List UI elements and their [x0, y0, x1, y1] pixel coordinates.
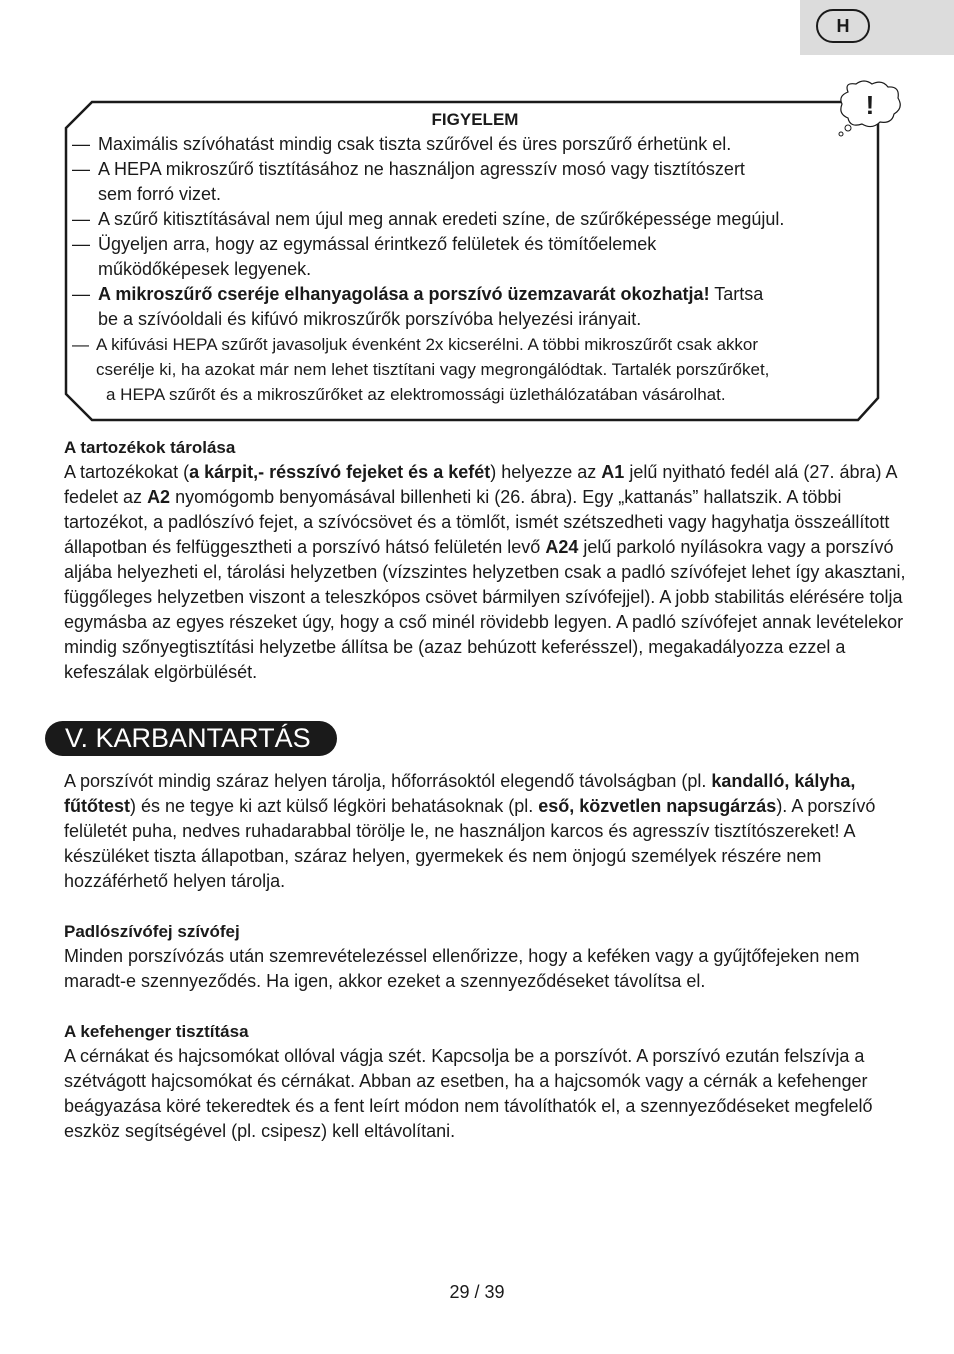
brush-section — [64, 1019, 909, 1144]
brush-heading: A kefehenger tisztítása — [64, 1022, 249, 1041]
storage-paragraph: A tartozékokat (a kárpit,- résszívó fejeket és a kefét) helyezze az A1 jelű nyitható fedél alá (27. ábra) A fedelet az A2 nyomógomb benyomásával billenheti ki (26. ábra). Egy „kattanás” hallatszik. A többi tartozékot, a padlószívó fejet, a szívócsövet és a tömlőt, ismét szétszedheti vagy hagyhatja összeállított állapotban és felfüggesztheti a porszívó hátsó felületén levő A24 jelű parkoló nyílásokra vagy a porszívó aljába helyezheti el, tárolási helyzetben (vízszintes helyzetben csak a padló szívófejet lehet így akasztani, függőleges helyzetben viszont a teleszkópos csövet bármilyen szívófejjel). A jobb stabilitás elérésére tolja egymásba az egyes részeket úgy, hogy a cső minél rövidebb legyen. A padló szívófejet annak levételekor mindig szőnyegtisztítási helyzetbe állítsa be (azaz behúzott keferésszel), megakadályozza ezzel a kefeszálak elgörbülését. — [64, 462, 906, 682]
warning-line: — Ügyeljen arra, hogy az egymással érintkező felületek és tömítőelemek — [72, 234, 657, 254]
floor-head-section — [64, 919, 909, 994]
warning-line: — A szűrő kitisztításával nem újul meg annak eredeti színe, de szűrőképessége megújul. — [72, 209, 785, 229]
brush-paragraph: A cérnákat és hajcsomókat ollóval vágja szét. Kapcsolja be a porszívót. A porszívó ezután felszívja a szétvágott hajcsomókat és cérnákat. Abban az esetben, ha a hajcsomók vagy a cérnák a kefehenger beágyazása köré tekeredtek és a fent leírt módon nem távolíthatók el, a szennyeződéseket megfelelő eszköz segítségével (pl. csipesz) kell eltávolítani. — [64, 1046, 873, 1141]
warning-line: be a szívóoldali és kifúvó mikroszűrők porszívóba helyezési irányait. — [98, 309, 642, 329]
section-title: V. KARBANTARTÁS — [45, 721, 337, 756]
language-badge: H — [816, 9, 870, 43]
maintenance-paragraph: A porszívót mindig száraz helyen tárolja, hőforrásoktól elegendő távolságban (pl. kandalló, kályha, fűtőtest) és ne tegye ki azt külső légköri behatásoknak (pl. eső, közvetlen napsugárzás). A porszívó felületét puha, nedves ruhadarabbal törölje le, ne használjon karcos és agresszív tisztítószereket! A készüléket tiszta állapotban, száraz helyen, gyermekek és nem önjogú személyek részére nem hozzáférhető helyen tárolja. — [64, 771, 876, 891]
page-number: 29 / 39 — [449, 1282, 505, 1302]
floor-head-heading: Padlószívófej szívófej — [64, 922, 240, 941]
floor-head-paragraph: Minden porszívózás után szemrevételezéssel ellenőrizze, hogy a keféken vagy a gyűjtőfejeken nem maradt-e szennyeződés. Ha igen, akkor ezeket a szennyeződéseket távolítsa el. — [64, 946, 860, 991]
storage-heading: A tartozékok tárolása — [64, 438, 236, 457]
warning-line: — A kifúvási HEPA szűrőt javasoljuk évenként 2x kicserélni. A többi mikroszűrőt csak akkor — [72, 335, 759, 354]
warning-title: FIGYELEM — [431, 110, 519, 129]
warning-line: cserélje ki, ha azokat már nem lehet tisztítani vagy megrongálódtak. Tartalék porszűrőket, — [96, 360, 770, 379]
warning-line: — A HEPA mikroszűrő tisztításához ne használjon agresszív mosó vagy tisztítószert — [72, 159, 745, 179]
warning-box — [72, 108, 878, 407]
exclamation-mark: ! — [865, 90, 875, 120]
warning-line: a HEPA szűrőt és a mikroszűrőket az elektromossági üzlethálózatában vásárolhat. — [106, 385, 726, 404]
warning-line: működőképesek legyenek. — [98, 259, 312, 279]
warning-line: — Maximális szívóhatást mindig csak tiszta szűrővel és üres porszűrő érhetünk el. — [72, 134, 732, 154]
maintenance-section — [64, 769, 909, 894]
warning-line: sem forró vizet. — [98, 184, 222, 204]
storage-section — [64, 435, 909, 685]
warning-line: — A mikroszűrő cseréje elhanyagolása a porszívó üzemzavarát okozhatja! Tartsa — [72, 284, 764, 304]
